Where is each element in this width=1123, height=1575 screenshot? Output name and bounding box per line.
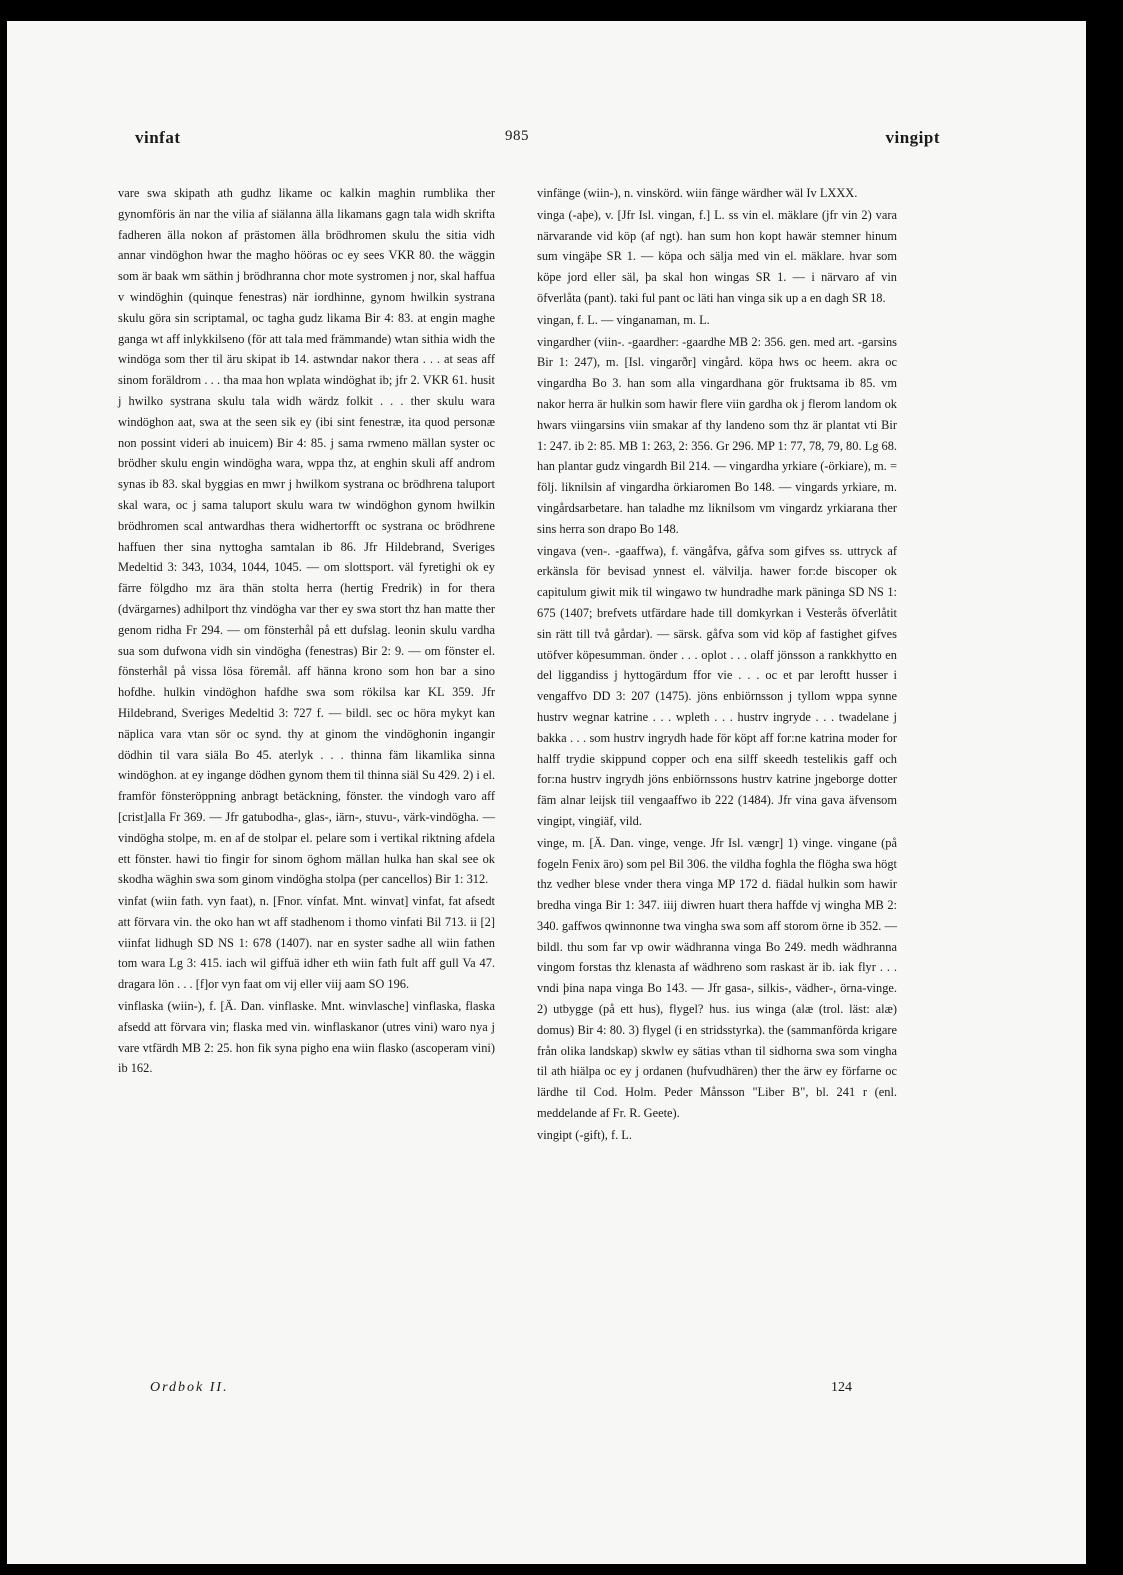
header-left-guideword: vinfat (135, 128, 181, 147)
entry-vinfange: vinfänge (wiin-), n. vinskörd. wiin fänge wärdher wäl Iv LXXX. (537, 186, 858, 200)
entry-vinfat: vinfat (wiin fath. vyn faat), n. [Fnor. vínfat. Mnt. winvat] vinfat, fat afsedt att förvara vin. the oko han wt aff stadhenom i thomo vinfati Bil 713. ii [2] viinfat lidhugh SD NS 1: 678 (1407). nar en syster sadhe all wiin fathen tom wara Lg 3: 415. iach wil giffuä idher eth wiin fath fult aff gull Va 47. dragara lön . . . [f]or vyn faat om vij eller viij aam SO 196. (118, 894, 495, 992)
left-column (118, 183, 495, 1080)
entry-vinge: vinge, m. [Ä. Dan. vinge, venge. Jfr Isl. vængr] 1) vinge. vingane (på fogeln Fenix äro) som pel Bil 306. the vildha foghla the flögha swa högt thz vedher blese vnder thera vinga MP 172 d. fiädal hulkin som hawir bredha vinga Bir 1: 347. iiij diwren huart thera haffde vj wingha MB 2: 340. gaffwos qwinnonne twa vingha swa som aff storom örne ib 352. — bildl. thu som far vp owir wädhranna vinga Bo 249. medh wädhranna vingom forstas thz klenasta af wädhreno som raskast är ib. iak flyr . . . vndi þina napa vinga Bo 143. — Jfr gasa-, silkis-, vädher-, örna-vinge. 2) utbygge (på ett hus), flygel? hus. ius winga (alæ (trol. läst: alæ) domus) Bir 4: 80. 3) flygel (i en stridsstyrka). the (sammanförda krigare från olika landskap) skwlw ey sätias vthan til sidhorna swa som vingha til ath hiälpa oc ey j ordanen (hufvudhären) ther the ärw ey förfarne oc lärdhe til Cod. Holm. Peder Månsson "Liber B", bl. 241 r (enl. meddelande af Fr. R. Geete). (537, 835, 897, 1121)
right-column (537, 183, 897, 1147)
page-number: 985 (505, 128, 529, 144)
entry-vingipt: vingipt (-gift), f. L. (537, 1127, 632, 1142)
entry-vingardher: vingardher (viin-. -gaardher: -gaardhe MB 2: 356. gen. med art. -garsins Bir 1: 247), m. [Isl. vingarðr] vingård. köpa hws oc heem. akra oc vingardha Bo 3. han som alla vingardhana gör fruktsama ib 85. vm nakor herra är hulkin som hawir flere viin gardha ok j flerom landom ok hwars viingarsins viin smakar af thy landeno som thz är plantat vti Bir 1: 247. ib 2: 85. MB 1: 263, 2: 356. Gr 296. MP 1: 77, 78, 79, 80. Lg 68. han plantar gudz vingardh Bil 214. — vingardha yrkiare (-örkiare), m. = följ. liknilsin af vingardha örkiaromen Bo 148. — vingards yrkiare, m. vingårdsarbetare. han taladhe mz liknilsom vm vingardz yrkiarana ther sins herra son drapo Bo 148. (537, 334, 897, 536)
entry-vingan: vingan, f. L. — vinganaman, m. L. (537, 312, 710, 327)
sheet-number: 124 (831, 1380, 852, 1395)
entry-vinga: vinga (-aþe), v. [Jfr Isl. vingan, f.] L. ss vin el. mäklare (jfr vin 2) vara närvarande vid köp (af ngt). han sum hon kopt hawär stemner hinum sum vingäþe SR 1. — köpa och sälja med vin el. mäklare. hvar som köpe jord eller säl, þa skal hon wingas SR 1. — i närvaro af vin öfverlåta (pant). taki ful pant oc läti han vinga sik up a en dagh SR 18. (537, 207, 897, 305)
entry-vinflaska: vinflaska (wiin-), f. [Ä. Dan. vinflaske. Mnt. winvlasche] vinflaska, flaska afsedd att förvara vin; flaska med vin. winflaskanor (utres vini) waro nya j vare vtfärdh MB 2: 25. hon fik syna pigho ena wiin flasko (ascoperam vini) ib 162. (118, 999, 495, 1076)
entry-vingava: vingava (ven-. -gaaffwa), f. vängåfva, gåfva som gifves ss. uttryck af erkänsla för bevisad ynnest el. välvilja. hawer for:de biscoper ok capitulum giwit mik til wingawo tw hundradhe mark päninga SD NS 1: 675 (1407; brefvets utfärdare hade till domkyrkan i Vesterås öfverlåtit sin rätt till två gårdar). — särsk. gåfva som vid köp af fastighet gifves utöfver köpesumman. önder . . . oplot . . . olaff jönsson a rankkhytto en del liggandiss j hyttogärdum ffor vie . . . oc et par leroftt husser i vengaffvo DD 3: 207 (1475). jöns enbiörnsson j tyllom wppa synne hustrv wegnar katrine . . . wpleth . . . hustrv ingryde . . . twadelane j bakka . . . som hustrv ingrydh hade för köpt aff for:ne katrina moder for halff trydie skippund copper och ena silff skeedh testelikis gaff och for:na hustrv ingrydh jöns enbiörnssons hustrv katrine jngeborge dotter fäm alnar leijsk tiil vengaaffwo ib 222 (1484). Jfr vina gava äfvensom vingipt, vingiäf, vild. (537, 543, 897, 828)
entry-text: vare swa skipath ath gudhz likame oc kalkin maghin rumblika ther gynomföris än nar the vilia af siälanna älla likamans gagn tala widh skrifta fadheren älla nokon af prästomen älla brödhromen skulu the sitia vidh annar vindöghon hwar the magho hööras oc ey sees VKR 80. the wäggin som är baak wm säthin j brödhranna chor mote systromen j nor, skal haffua v windöghin (quinque fenestras) när iordhinne, gynom hwilkin systrana skulu göra sin scriptamal, oc tagha gudz likama Bir 4: 83. at engin maghe ganga wt aff inlykkilseno (för att tala med främmande) wtan sithia widh the windöga som ther til äru skipat ib 14. astwndar nakor thera . . . at seas aff sinom foräldrom . . . tha maa hon wplata windöghat ib; jfr 2. VKR 61. husit j hwilko systrana skulu tala widh wärdz folkit . . . ther skulu wara windöghon aat, swa at the seen sik ey (ibi sint fenestræ, ita quod personæ non possint videri ab inuicem) Bir 4: 85. j sama rwmeno mällan syster oc brödher skulu engin windögha wara, wppa thz, at enghin skuli aff androm synas ib 83. skal byggias en mwr j hwilkom systrana oc brödhrena taluport skal wara, oc j sama taluport skulu wara tw windöghon gynom hwilkin brödhromen scal antwardhas thera widhertorfft oc systrana oc brödhrene haffuen ther sina nyttogha samtalan ib 86. Jfr Hildebrand, Sveriges Medeltid 3: 343, 1034, 1044, 1045. — om slottsport. väl fyretighi ok ey färre fölgdho mz ära thän stolta herra (hertig Fredrik) in for thera (dvärgarnes) adhilport thz vindögha var ther ey swa stort thz han matte ther genom ridha Fr 294. — om fönsterhål på ett dufslag. leonin skulu vardha sua som dufwona vidh sin vindögha (fenestras) Bir 2: 9. — om fönster el. fönsterhål på vissa lösa föremål. aff hänna krono som hon bar a sino hofdhe. hulkin vindöghon hafdhe swa som rökilsa kar KL 359. Jfr Hildebrand, Sveriges Medeltid 3: 727 f. — bildl. sec oc höra mykyt kan näplica vara vtan sör oc synd. thy at ginom the vindöghonin ingangir dödhin til vara siäla Bo 45. aterlyk . . . thinna fäm likamlika sinna windöghon. at ey ingange dödhen gynom them til thinna siäl Su 429. 2) i el. framför fönsteröppning anbragt betäckning, fönster. the vindogh varo aff [crist]alla Fr 369. — Jfr gatubodha-, glas-, iärn-, stuvu-, värk-vindögha. — vindögha stolpe, m. en af de stolpar el. pelare som i vertikal riktning afdela ett fönster. hawi tio fingir for sinom öghom mällan hulka han skal see ok skodha wäghin swa som ginom vindögha stolpa (per cancellos) Bir 1: 312. (118, 186, 495, 887)
sheet-signature: Ordbok II. (150, 1380, 229, 1395)
header-right-guideword: vingipt (885, 128, 940, 147)
